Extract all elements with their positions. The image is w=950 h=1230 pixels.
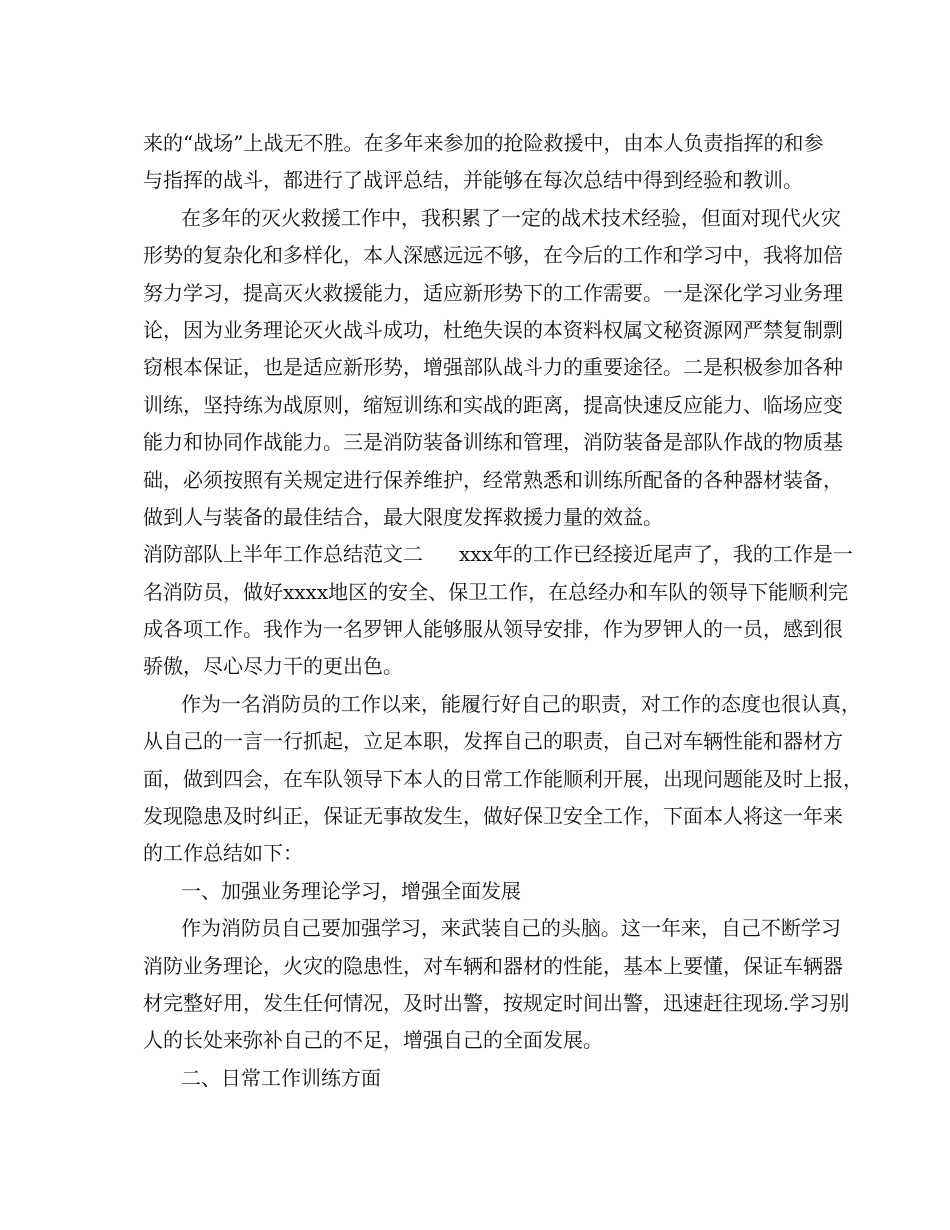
body-line: 人的长处来弥补自己的不足，增强自己的全面发展。 bbox=[143, 1028, 603, 1053]
body-text: xxx年的工作已经接近尾声了，我的工作是一 bbox=[459, 542, 853, 567]
body-line: 窃根本保证，也是适应新形势，增强部队战斗力的重要途径。二是积极参加各种 bbox=[143, 355, 843, 380]
document-body bbox=[143, 125, 863, 1097]
body-line: 努力学习，提高灭火救援能力，适应新形势下的工作需要。一是深化学习业务理 bbox=[143, 280, 843, 305]
body-line: 与指挥的战斗，都进行了战评总结，并能够在每次总结中得到经验和教训。 bbox=[143, 168, 803, 193]
body-line: 础，必须按照有关规定进行保养维护，经常熟悉和训练所配备的各种器材装备， bbox=[143, 467, 843, 492]
section-title-line bbox=[143, 536, 853, 573]
body-line: 材完整好用，发生任何情况，及时出警，按规定时间出警，迅速赶往现场.学习别 bbox=[143, 990, 850, 1015]
section-title: 消防部队上半年工作总结范文二 bbox=[143, 542, 423, 567]
subheading-line: 一、加强业务理论学习，增强全面发展 bbox=[181, 878, 521, 903]
body-line: 成各项工作。我作为一名罗钾人能够服从领导安排，作为罗钾人的一员，感到很 bbox=[143, 617, 843, 642]
body-line: 发现隐患及时纠正，保证无事故发生，做好保卫安全工作，下面本人将这一年来 bbox=[143, 804, 843, 829]
body-line: 论，因为业务理论灭火战斗成功，杜绝失误的本资料权属文秘资源网严禁复制剽 bbox=[143, 317, 843, 342]
subheading-line: 二、日常工作训练方面 bbox=[181, 1065, 381, 1090]
body-line: 消防业务理论，火灾的隐患性，对车辆和器材的性能，基本上要懂，保证车辆器 bbox=[143, 953, 843, 978]
body-line: 面，做到四会，在车队领导下本人的日常工作能顺利开展，出现问题能及时上报， bbox=[143, 766, 863, 791]
body-line: 的工作总结如下： bbox=[143, 841, 303, 866]
body-line: 骄傲，尽心尽力干的更出色。 bbox=[143, 654, 403, 679]
body-line: 训练，坚持练为战原则，缩短训练和实战的距离，提高快速反应能力、临场应变 bbox=[143, 392, 843, 417]
paragraph-start-line: 作为消防员自己要加强学习，来武装自己的头脑。这一年来，自己不断学习 bbox=[181, 916, 841, 941]
body-line: 做到人与装备的最佳结合，最大限度发挥救援力量的效益。 bbox=[143, 504, 663, 529]
paragraph-start-line: 在多年的灭火救援工作中，我积累了一定的战术技术经验，但面对现代火灾 bbox=[181, 205, 841, 230]
body-line: 形势的复杂化和多样化，本人深感远远不够，在今后的工作和学习中，我将加倍 bbox=[143, 243, 843, 268]
paragraph-start-line: 作为一名消防员的工作以来，能履行好自己的职责，对工作的态度也很认真， bbox=[181, 691, 861, 716]
body-line: 能力和协同作战能力。三是消防装备训练和管理，消防装备是部队作战的物质基 bbox=[143, 430, 843, 455]
body-line: 来的“战场”上战无不胜。在多年来参加的抢险救援中，由本人负责指挥的和参 bbox=[143, 131, 824, 155]
body-line: 从自己的一言一行抓起，立足本职，发挥自己的职责，自己对车辆性能和器材方 bbox=[143, 729, 843, 754]
body-line: 名消防员，做好xxxx地区的安全、保卫工作，在总经办和车队的领导下能顺利完 bbox=[143, 579, 849, 604]
